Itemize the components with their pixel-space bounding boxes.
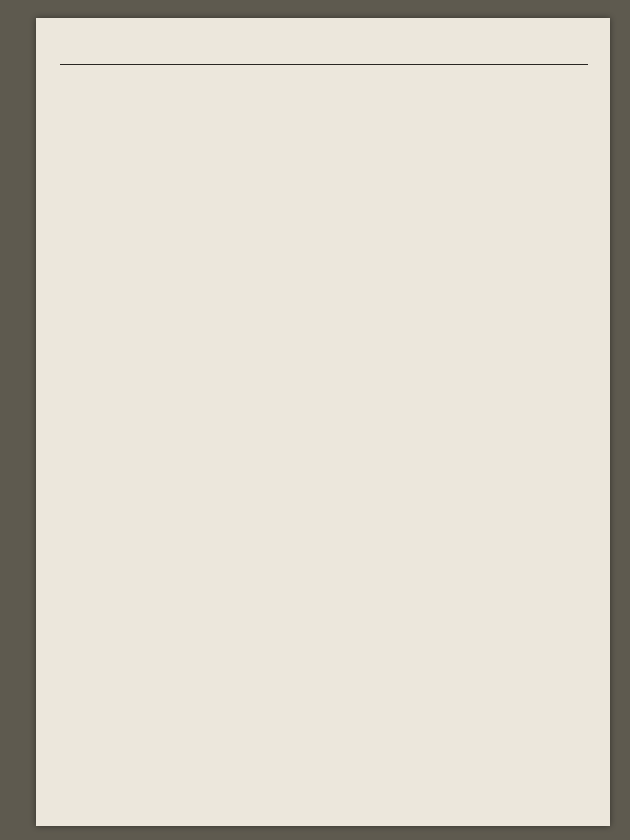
book-page (36, 18, 610, 826)
table-of-contents (46, 78, 584, 90)
header-rule (60, 64, 588, 65)
page-header (58, 40, 584, 62)
